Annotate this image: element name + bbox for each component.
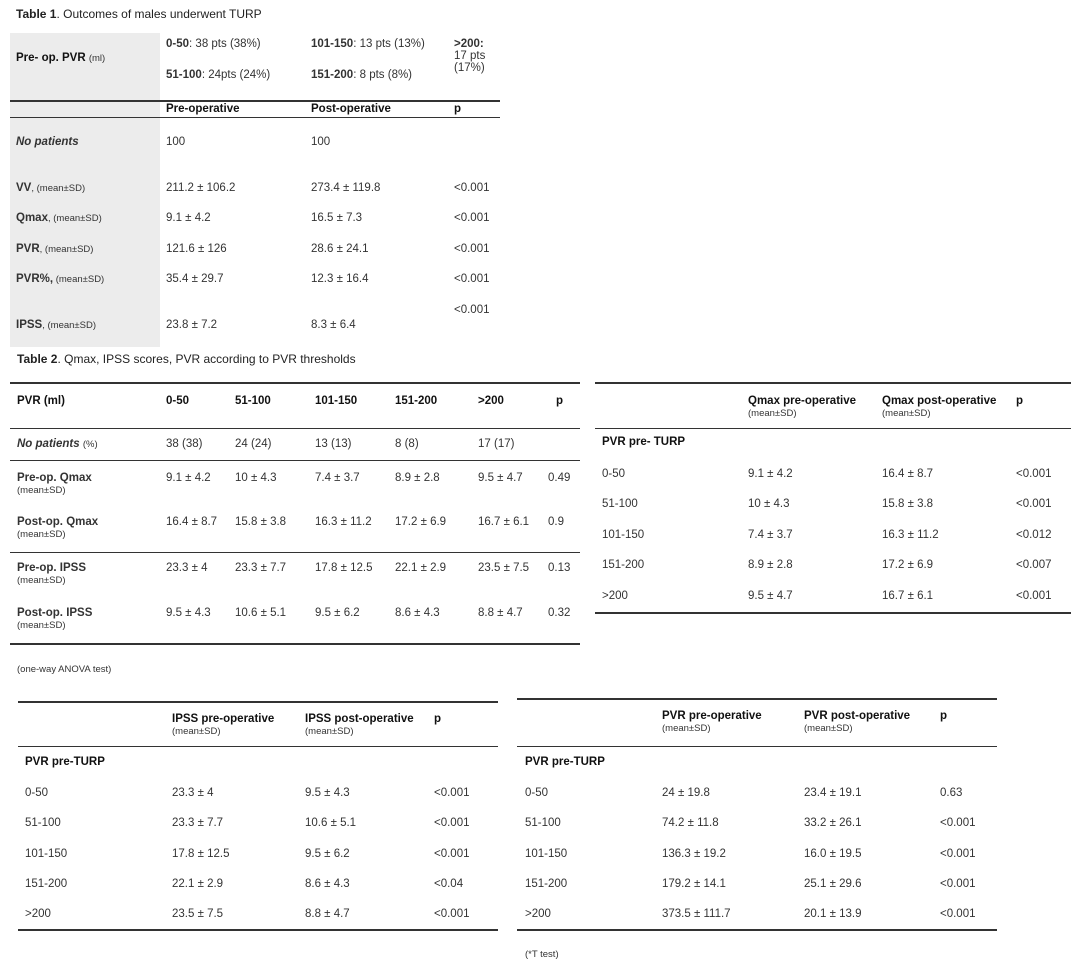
- ipss-table-cell: 101-150: [25, 848, 68, 860]
- pvr-table-cell: 24 ± 19.8: [662, 787, 710, 799]
- table1-header-pre: Pre-operative: [166, 103, 240, 115]
- qmax-table-cell: <0.001: [1016, 498, 1052, 510]
- pvr-table-cell: <0.001: [940, 848, 976, 860]
- table1-cell: 8.3 ± 6.4: [311, 319, 356, 331]
- pvr-table-bottom-rule: [517, 929, 997, 931]
- table2-row-label: Pre-op. IPSS (mean±SD): [17, 562, 87, 586]
- table2-cell: 16.7 ± 6.1: [478, 516, 530, 528]
- qmax-table-cell: <0.007: [1016, 559, 1052, 571]
- table1-cell: 12.3 ± 16.4: [311, 273, 369, 285]
- table1-cell: 121.6 ± 126: [166, 243, 227, 255]
- pvr-table-cell: <0.001: [940, 878, 976, 890]
- table1-group-101-150: 101-150: 13 pts (13%): [311, 38, 425, 50]
- table1-cell: <0.001: [454, 273, 490, 285]
- table2-header: PVR (ml): [17, 395, 65, 407]
- pvr-table-top-rule: [517, 698, 997, 700]
- pvr-table-cell: <0.001: [940, 908, 976, 920]
- table2-caption: Table 2. Qmax, IPSS scores, PVR according to PVR thresholds: [17, 352, 356, 366]
- ipss-table-header: IPSS post-operative (mean±SD): [305, 713, 414, 737]
- table2-cell: 15.8 ± 3.8: [235, 516, 287, 528]
- table2-header: 101-150: [315, 395, 358, 407]
- table2-cell: 8.6 ± 4.3: [395, 607, 440, 619]
- table2-header: p: [556, 395, 564, 407]
- ipss-table-cell: 9.5 ± 4.3: [305, 787, 350, 799]
- table2-cell: 17.8 ± 12.5: [315, 562, 373, 574]
- ipss-table-cell: <0.001: [434, 817, 470, 829]
- table2-cell: 0.13: [548, 562, 571, 574]
- qmax-table-cell: 16.7 ± 6.1: [882, 590, 934, 602]
- pvr-table-cell: 16.0 ± 19.5: [804, 848, 862, 860]
- ipss-table-cell: 17.8 ± 12.5: [172, 848, 230, 860]
- ipss-table-cell: 0-50: [25, 787, 49, 799]
- qmax-table-group-label: PVR pre- TURP: [602, 436, 686, 448]
- pvr-table-cell: 74.2 ± 11.8: [662, 817, 719, 829]
- ipss-table-header-rule: [18, 746, 498, 747]
- table1-cell: 9.1 ± 4.2: [166, 212, 211, 224]
- qmax-table-top-rule: [595, 382, 1071, 384]
- pvr-table-group-label: PVR pre-TURP: [525, 756, 605, 768]
- qmax-table-cell: 9.1 ± 4.2: [748, 468, 793, 480]
- ipss-table-cell: <0.001: [434, 787, 470, 799]
- table1-cell: 16.5 ± 7.3: [311, 212, 363, 224]
- table2-top-rule: [10, 382, 580, 384]
- table1-caption: Table 1. Outcomes of males underwent TURP: [16, 7, 262, 21]
- table2-cell: 16.4 ± 8.7: [166, 516, 218, 528]
- ipss-table-cell: 8.8 ± 4.7: [305, 908, 350, 920]
- table2-cell: 0.32: [548, 607, 571, 619]
- table2-cell: 38 (38): [166, 438, 203, 450]
- qmax-table-cell: 10 ± 4.3: [748, 498, 790, 510]
- ipss-table-cell: 151-200: [25, 878, 68, 890]
- qmax-table-cell: 17.2 ± 6.9: [882, 559, 934, 571]
- pvr-table-cell: 151-200: [525, 878, 568, 890]
- table2-row-rule: [10, 552, 580, 553]
- pvr-table-cell: >200: [525, 908, 551, 920]
- qmax-table-cell: <0.012: [1016, 529, 1052, 541]
- ipss-table-cell: 23.3 ± 7.7: [172, 817, 224, 829]
- pvr-table-header: PVR pre-operative (mean±SD): [662, 710, 762, 734]
- table2-cell: 23.3 ± 7.7: [235, 562, 287, 574]
- table2-header-rule: [10, 428, 580, 429]
- table1-cell: <0.001: [454, 304, 490, 316]
- ipss-table-header: p: [434, 713, 442, 725]
- table2-cell: 10 ± 4.3: [235, 472, 277, 484]
- qmax-table-cell: 7.4 ± 3.7: [748, 529, 793, 541]
- qmax-table-cell: 16.4 ± 8.7: [882, 468, 934, 480]
- table2-cell: 17.2 ± 6.9: [395, 516, 447, 528]
- qmax-table-bottom-rule: [595, 612, 1071, 614]
- table1-group-0-50: 0-50: 38 pts (38%): [166, 38, 261, 50]
- table1-row-label: PVR%, (mean±SD): [16, 273, 105, 285]
- ipss-table-cell: 23.5 ± 7.5: [172, 908, 224, 920]
- pvr-table-header: PVR post-operative (mean±SD): [804, 710, 911, 734]
- pvr-table-header-rule: [517, 746, 997, 747]
- table2-cell: 13 (13): [315, 438, 352, 450]
- pvr-table-cell: 20.1 ± 13.9: [804, 908, 862, 920]
- ipss-table-cell: 8.6 ± 4.3: [305, 878, 350, 890]
- table1-row-label: Qmax, (mean±SD): [16, 212, 102, 224]
- ipss-table-cell: 51-100: [25, 817, 61, 829]
- table2-cell: 24 (24): [235, 438, 272, 450]
- table1-cell: <0.001: [454, 212, 490, 224]
- pvr-table-cell: 33.2 ± 26.1: [804, 817, 862, 829]
- pvr-table-cell: 0-50: [525, 787, 549, 799]
- table1-row-label: VV, (mean±SD): [16, 182, 86, 194]
- ipss-table-top-rule: [18, 701, 498, 703]
- qmax-table-cell: 151-200: [602, 559, 645, 571]
- ipss-table-cell: <0.001: [434, 908, 470, 920]
- table2-cell: 0.9: [548, 516, 564, 528]
- table2-cell: 23.3 ± 4: [166, 562, 208, 574]
- ipss-table-cell: 10.6 ± 5.1: [305, 817, 357, 829]
- table2-cell: 9.5 ± 6.2: [315, 607, 360, 619]
- pvr-table-cell: 25.1 ± 29.6: [804, 878, 862, 890]
- ipss-table-bottom-rule: [18, 929, 498, 931]
- table1-cell: 35.4 ± 29.7: [166, 273, 224, 285]
- table2-cell: 10.6 ± 5.1: [235, 607, 287, 619]
- qmax-table-cell: 9.5 ± 4.7: [748, 590, 793, 602]
- pvr-table-cell: 0.63: [940, 787, 963, 799]
- table1-row-label: No patients: [16, 136, 79, 148]
- table2-cell: 23.5 ± 7.5: [478, 562, 530, 574]
- table1-row-label: IPSS, (mean±SD): [16, 319, 96, 331]
- table2-header: 151-200: [395, 395, 438, 407]
- pvr-table-cell: 101-150: [525, 848, 568, 860]
- qmax-table-header-rule: [595, 428, 1071, 429]
- ipss-table-cell: 9.5 ± 6.2: [305, 848, 350, 860]
- table1-header-post: Post-operative: [311, 103, 391, 115]
- table2-cell: 8.9 ± 2.8: [395, 472, 440, 484]
- ipss-table-cell: <0.04: [434, 878, 464, 890]
- pvr-table-cell: 23.4 ± 19.1: [804, 787, 862, 799]
- table2-cell: 7.4 ± 3.7: [315, 472, 360, 484]
- table1-pvr-label: Pre- op. PVR (ml): [16, 52, 106, 64]
- pvr-table-header: p: [940, 710, 948, 722]
- qmax-table-cell: <0.001: [1016, 468, 1052, 480]
- table1-subheader-rule: [10, 117, 500, 118]
- ipss-table-cell: 23.3 ± 4: [172, 787, 214, 799]
- qmax-table-cell: 0-50: [602, 468, 626, 480]
- qmax-table-cell: 15.8 ± 3.8: [882, 498, 934, 510]
- pvr-table-cell: 136.3 ± 19.2: [662, 848, 726, 860]
- table1-group-gt200: >200: 17 pts (17%): [454, 38, 486, 74]
- table2-cell: 9.5 ± 4.7: [478, 472, 523, 484]
- qmax-table-cell: 101-150: [602, 529, 645, 541]
- qmax-table-cell: 51-100: [602, 498, 638, 510]
- t-test-note: (*T test): [525, 949, 559, 960]
- table2-cell: 16.3 ± 11.2: [315, 516, 372, 528]
- table2-row-label: No patients (%): [17, 438, 98, 450]
- table2-header: 51-100: [235, 395, 271, 407]
- table1-cell: 273.4 ± 119.8: [311, 182, 381, 194]
- table2-cell: 0.49: [548, 472, 571, 484]
- anova-note: (one-way ANOVA test): [17, 664, 112, 675]
- ipss-table-cell: >200: [25, 908, 51, 920]
- qmax-table-cell: >200: [602, 590, 628, 602]
- pvr-table-cell: 373.5 ± 111.7: [662, 908, 731, 920]
- ipss-table-cell: <0.001: [434, 848, 470, 860]
- table1-row-label: PVR, (mean±SD): [16, 243, 94, 255]
- table2-cell: 8.8 ± 4.7: [478, 607, 523, 619]
- table1-cell: 211.2 ± 106.2: [166, 182, 236, 194]
- qmax-table-header: p: [1016, 395, 1024, 407]
- qmax-table-cell: 16.3 ± 11.2: [882, 529, 939, 541]
- table2-row-rule: [10, 460, 580, 461]
- table2-cell: 17 (17): [478, 438, 515, 450]
- table1-cell: 28.6 ± 24.1: [311, 243, 369, 255]
- qmax-table-cell: 8.9 ± 2.8: [748, 559, 793, 571]
- table2-header: 0-50: [166, 395, 190, 407]
- table2-cell: 9.1 ± 4.2: [166, 472, 211, 484]
- table1-group-51-100: 51-100: 24pts (24%): [166, 69, 271, 81]
- table2-cell: 8 (8): [395, 438, 419, 450]
- qmax-table-cell: <0.001: [1016, 590, 1052, 602]
- table2-row-label: Post-op. IPSS (mean±SD): [17, 607, 93, 631]
- table2-bottom-rule: [10, 643, 580, 645]
- ipss-table-group-label: PVR pre-TURP: [25, 756, 105, 768]
- table1-cell: 100: [311, 136, 331, 148]
- table1-cell: 100: [166, 136, 186, 148]
- table2-header: >200: [478, 395, 504, 407]
- pvr-table-cell: 51-100: [525, 817, 561, 829]
- table2-cell: 22.1 ± 2.9: [395, 562, 447, 574]
- table1-cell: <0.001: [454, 182, 490, 194]
- ipss-table-cell: 22.1 ± 2.9: [172, 878, 224, 890]
- table1-group-151-200: 151-200: 8 pts (8%): [311, 69, 413, 81]
- pvr-table-cell: <0.001: [940, 817, 976, 829]
- table1-cell: <0.001: [454, 243, 490, 255]
- table1-header-rule: [10, 100, 500, 102]
- qmax-table-header: Qmax post-operative (mean±SD): [882, 395, 997, 419]
- table2-row-label: Pre-op. Qmax (mean±SD): [17, 472, 92, 496]
- pvr-table-cell: 179.2 ± 14.1: [662, 878, 726, 890]
- table1-cell: 23.8 ± 7.2: [166, 319, 218, 331]
- table1-header-p: p: [454, 103, 462, 115]
- table2-row-label: Post-op. Qmax (mean±SD): [17, 516, 99, 540]
- table2-cell: 9.5 ± 4.3: [166, 607, 211, 619]
- qmax-table-header: Qmax pre-operative (mean±SD): [748, 395, 857, 419]
- ipss-table-header: IPSS pre-operative (mean±SD): [172, 713, 275, 737]
